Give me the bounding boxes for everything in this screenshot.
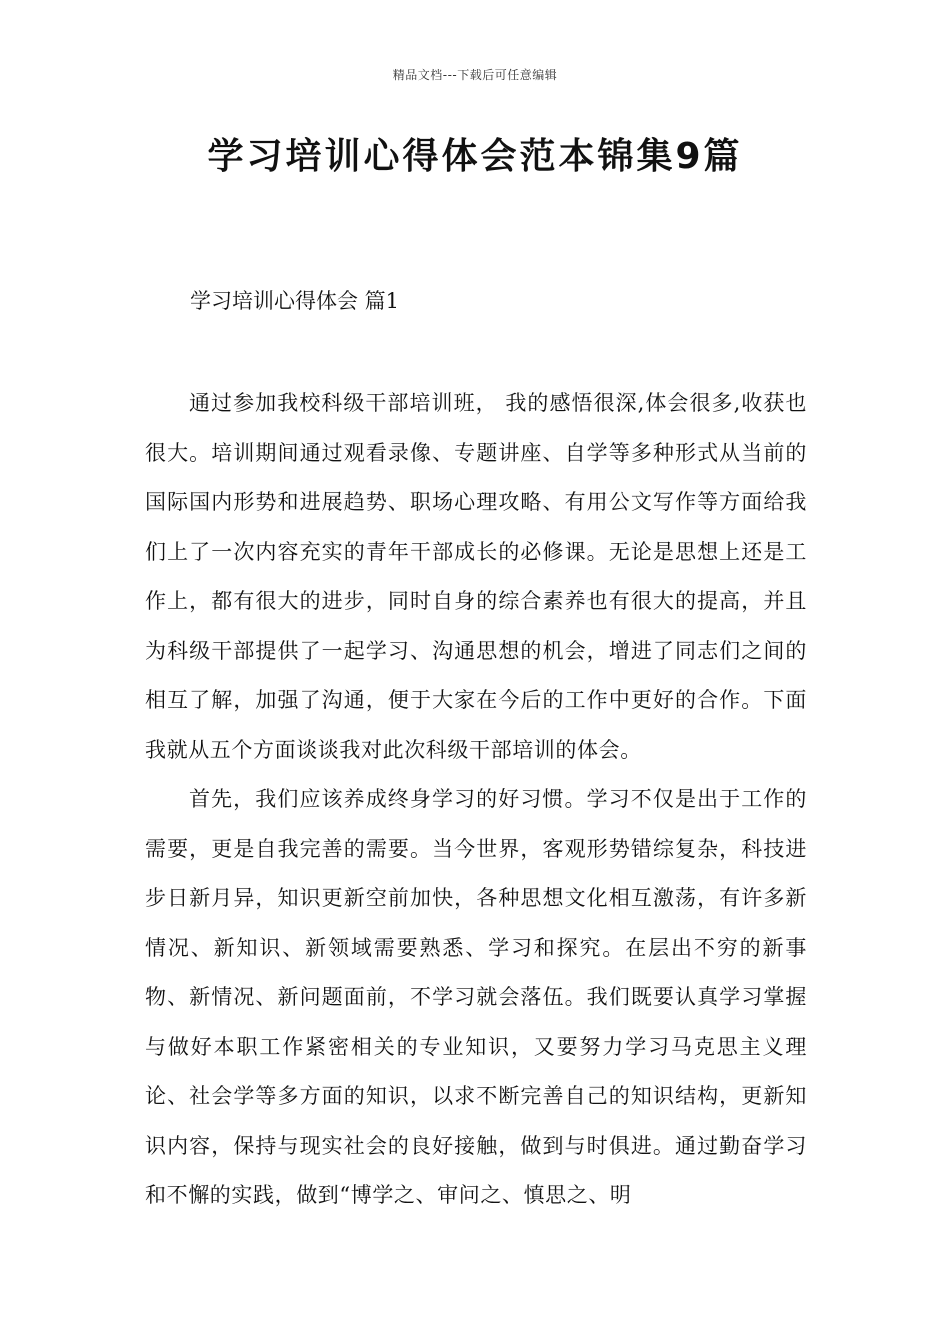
page-title: 学习培训心得体会范本锦集9篇 [207,136,743,177]
paragraph: 首先，我们应该养成终身学习的好习惯。学习不仅是出于工作的需要，更是自我完善的需要。当今世界，客观形势错综复杂，科技进步日新月异，知识更新空前加快，各种思想文化相互激荡，有许多新情况、新知识、新领域需要熟悉、学习和探究。在层出不穷的新事物、新情况、新问题面前，不学习就会落伍。我们既要认真学习掌握与做好本职工作紧密相关的专业知识，又要努力学习马克思主义理论、社会学等多方面的知识，以求不断完善自己的知识结构，更新知识内容，保持与现实社会的良好接触，做到与时俱进。通过勤奋学习和不懈的实践，做到“博学之、审问之、慎思之、明 [145,787,807,1207]
body-text [145,379,807,1221]
section-heading: 学习培训心得体会 篇1 [190,289,400,313]
paragraph: 通过参加我校科级干部培训班， 我的感悟很深,体会很多,收获也很大。培训期间通过观看录像、专题讲座、自学等多种形式从当前的国际国内形势和进展趋势、职场心理攻略、有用公文写作等方面给我们上了一次内容充实的青年干部成长的必修课。无论是思想上还是工作上，都有很大的进步，同时自身的综合素养也有很大的提高，并且为科级干部提供了一起学习、沟通思想的机会，增进了同志们之间的相互了解，加强了沟通，便于大家在今后的工作中更好的合作。下面我就从五个方面谈谈我对此次科级干部培训的体会。 [145,391,807,762]
header-note: 精品文档---下载后可任意编辑 [392,68,558,82]
